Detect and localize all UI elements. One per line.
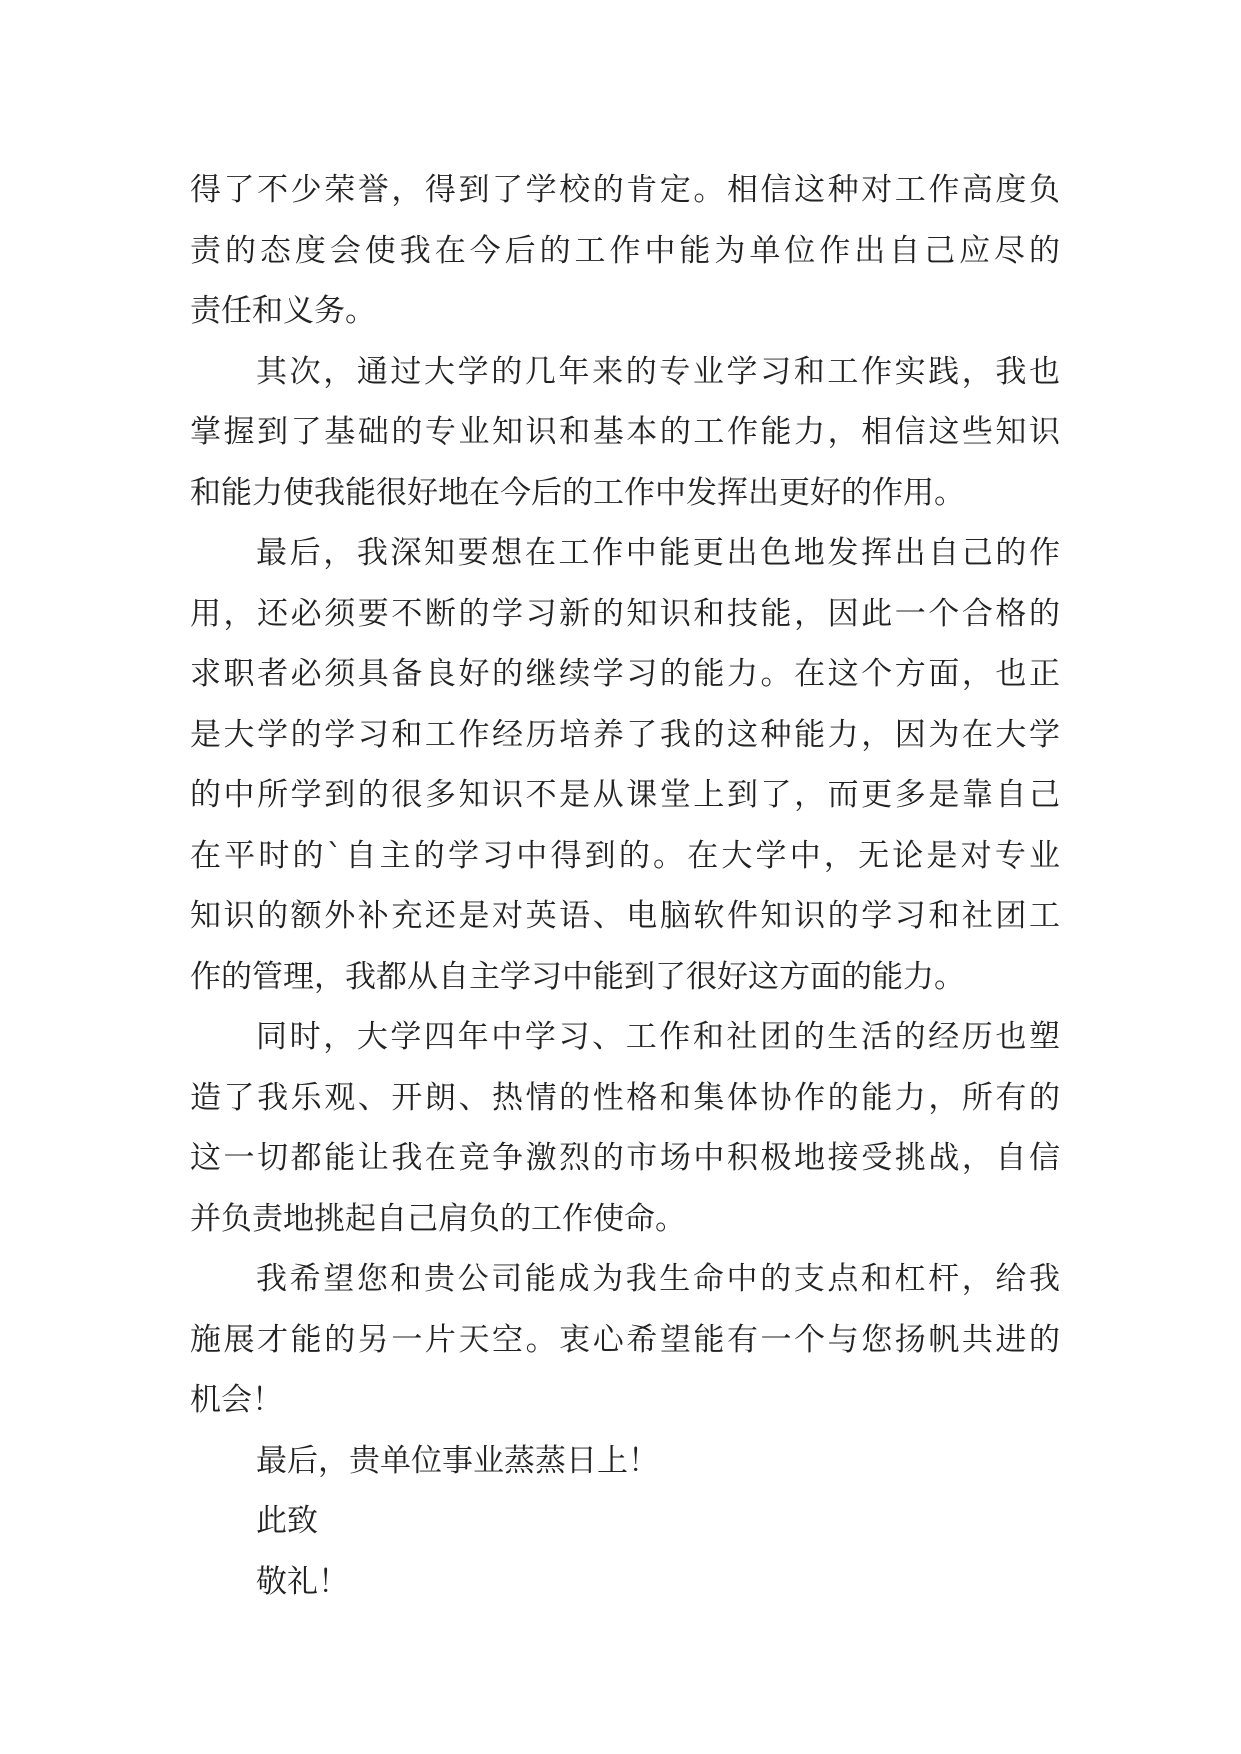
text-line: 掌握到了基础的专业知识和基本的工作能力，相信这些知识 [190,414,1060,450]
text-line: 同时，大学四年中学习、工作和社团的生活的经历也塑 [256,1019,1060,1055]
text-line: 并负责地挑起自己肩负的工作使命。 [190,1200,686,1237]
text-line: 责任和义务。 [190,293,376,329]
text-line: 这一切都能让我在竞争激烈的市场中积极地接受挑战，自信 [190,1140,1060,1176]
text-line: 知识的额外补充还是对英语、电脑软件知识的学习和社团工 [190,898,1060,934]
text-line: 作的管理，我都从自主学习中能到了很好这方面的能力。 [190,958,965,995]
text-line: 得了不少荣誉，得到了学校的肯定。相信这种对工作高度负 [190,172,1060,208]
text-line: 和能力使我能很好地在今后的工作中发挥出更好的作用。 [190,474,965,511]
text-line: 在平时的`自主的学习中得到的。在大学中，无论是对专业 [190,837,1060,874]
text-line: 施展才能的另一片天空。衷心希望能有一个与您扬帆共进的 [190,1321,1060,1358]
text-line: 我希望您和贵公司能成为我生命中的支点和杠杆，给我 [256,1261,1060,1297]
text-line: 求职者必须具备良好的继续学习的能力。在这个方面，也正 [190,656,1060,692]
text-line: 是大学的学习和工作经历培养了我的这种能力，因为在大学 [190,716,1060,753]
text-line: 此致 [256,1503,318,1539]
text-line: 机会！ [190,1382,283,1418]
text-line: 最后，我深知要想在工作中能更出色地发挥出自己的作 [256,535,1060,571]
text-line: 造了我乐观、开朗、热情的性格和集体协作的能力，所有的 [190,1079,1060,1116]
text-line: 用，还必须要不断的学习新的知识和技能，因此一个合格的 [190,595,1060,632]
text-line: 其次，通过大学的几年来的专业学习和工作实践，我也 [256,353,1060,390]
text-line: 的中所学到的很多知识不是从课堂上到了，而更多是靠自己 [190,777,1060,813]
text-line: 责的态度会使我在今后的工作中能为单位作出自己应尽的 [190,232,1060,269]
text-line: 敬礼！ [256,1563,349,1600]
letter-body [190,160,1060,1612]
text-line: 最后，贵单位事业蒸蒸日上！ [256,1442,659,1479]
